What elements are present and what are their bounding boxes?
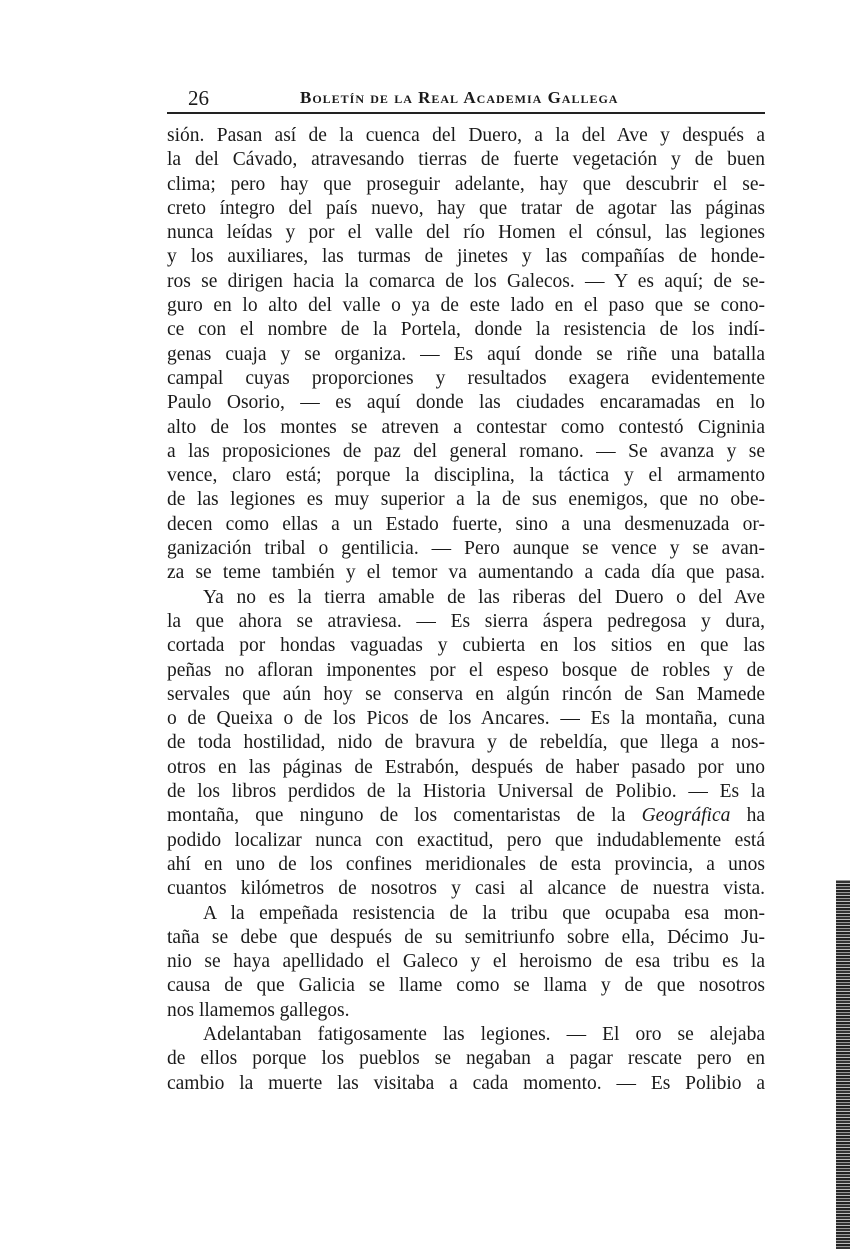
header-rule <box>167 112 765 114</box>
line-text: la que ahora se atraviesa. — Es sierra áspera pedregosa y dura, <box>167 610 765 632</box>
text-line <box>167 902 765 926</box>
text-line <box>167 707 765 731</box>
line-text: ha <box>746 805 765 827</box>
line-text: ce con el nombre de la Portela, donde la resistencia de los indí- <box>167 319 765 341</box>
text-line <box>167 950 765 974</box>
line-text: de los libros perdidos de la Historia Universal de Polibio. — Es la <box>167 781 765 803</box>
line-text: ganización tribal o gentilicia. — Pero aunque se vence y se avan- <box>167 538 765 560</box>
text-line <box>167 829 765 853</box>
line-text: podido localizar nunca con exactitud, pero que indudablemente está <box>167 829 765 851</box>
line-text: o de Queixa o de los Picos de los Ancares. — Es la montaña, cuna <box>167 708 765 730</box>
text-line <box>167 513 765 537</box>
text-line <box>167 537 765 561</box>
text-line <box>167 1023 765 1047</box>
line-text: de toda hostilidad, nido de bravura y de rebeldía, que llega a nos- <box>167 732 765 754</box>
text-line <box>167 561 765 585</box>
line-text: ros se dirigen hacia la comarca de los Galecos. — Y es aquí; de se- <box>167 270 765 292</box>
text-line <box>167 1047 765 1071</box>
line-text: nio se haya apellidado el Galeco y el heroismo de esa tribu es la <box>167 951 765 973</box>
italic-title: Geográfica <box>641 805 731 827</box>
line-text: alto de los montes se atreven a contestar como contestó Cigninia <box>167 416 765 438</box>
line-text: cortada por hondas vaguadas y cubierta en los sitios en que las <box>167 635 765 657</box>
text-line <box>167 245 765 269</box>
line-text: decen como ellas a un Estado fuerte, sino a una desmenuzada or- <box>167 513 765 535</box>
text-line <box>167 974 765 998</box>
line-text: cuantos kilómetros de nosotros y casi al alcance de nuestra vista. <box>167 878 765 900</box>
text-line <box>167 173 765 197</box>
line-text: la del Cávado, atravesando tierras de fuerte vegetación y de buen <box>167 149 765 171</box>
line-text: de las legiones es muy superior a la de sus enemigos, que no obe- <box>167 489 765 511</box>
text-line <box>167 659 765 683</box>
text-line <box>167 221 765 245</box>
text-line <box>167 877 765 901</box>
line-text: de ellos porque los pueblos se negaban a pagar rescate pero en <box>167 1048 765 1070</box>
text-line <box>167 270 765 294</box>
line-text: campal cuyas proporciones y resultados exagera evidentemente <box>167 367 765 389</box>
line-text: y los auxiliares, las turmas de jinetes y las compañías de honde- <box>167 246 765 268</box>
text-line <box>167 731 765 755</box>
text-line <box>167 124 765 148</box>
line-text: servales que aún hoy se conserva en algún rincón de San Mamede <box>167 683 765 705</box>
line-text: sión. Pasan así de la cuenca del Duero, a la del Ave y después a <box>167 125 765 146</box>
page-number: 26 <box>188 86 209 110</box>
line-text: A la empeñada resistencia de la tribu que ocupaba esa mon- <box>203 902 765 924</box>
running-title: Boletín de la Real Academia Gallega <box>300 88 619 107</box>
line-text: nunca leídas y por el valle del río Homen el cónsul, las legiones <box>167 222 765 244</box>
text-line <box>167 683 765 707</box>
line-text: cambio la muerte las visitaba a cada momento. — Es Polibio a <box>167 1072 765 1094</box>
book-binding-edge <box>836 880 850 1249</box>
line-text: peñas no afloran imponentes por el espeso bosque de robles y de <box>167 659 765 681</box>
text-line <box>167 780 765 804</box>
line-text: guro en lo alto del valle o ya de este lado en el paso que se cono- <box>167 295 765 317</box>
text-line <box>167 804 765 828</box>
line-text: Adelantaban fatigosamente las legiones. — El oro se alejaba <box>203 1023 765 1045</box>
line-text: taña se debe que después de su semitriunfo sobre ella, Décimo Ju- <box>167 926 765 948</box>
line-text: genas cuaja y se organiza. — Es aquí donde se riñe una batalla <box>167 343 765 365</box>
text-line <box>167 756 765 780</box>
text-line <box>167 294 765 318</box>
text-line <box>167 488 765 512</box>
line-text: montaña, que ninguno de los comentaristas de la <box>167 805 626 827</box>
text-line <box>167 416 765 440</box>
text-line <box>167 1072 765 1096</box>
text-line <box>167 464 765 488</box>
line-text: creto íntegro del país nuevo, hay que tratar de agotar las páginas <box>167 197 765 219</box>
line-text: vence, claro está; porque la disciplina, la táctica y el armamento <box>167 465 765 487</box>
line-text: Paulo Osorio, — es aquí donde las ciudades encaramadas en lo <box>167 392 765 414</box>
text-line <box>167 343 765 367</box>
text-line <box>167 440 765 464</box>
text-line <box>167 610 765 634</box>
text-line <box>167 318 765 342</box>
line-text: causa de que Galicia se llame como se llama y de que nosotros <box>167 975 765 997</box>
text-line <box>167 926 765 950</box>
text-line <box>167 634 765 658</box>
line-text: ahí en uno de los confines meridionales de esta provincia, a unos <box>167 853 765 875</box>
text-line <box>167 391 765 415</box>
text-line <box>167 586 765 610</box>
text-line <box>167 999 765 1023</box>
text-line <box>167 197 765 221</box>
text-line <box>167 148 765 172</box>
line-text: otros en las páginas de Estrabón, después de haber pasado por uno <box>167 756 765 778</box>
line-text: a las proposiciones de paz del general romano. — Se avanza y se <box>167 440 765 462</box>
line-text: za se teme también y el temor va aumentando a cada día que pasa. <box>167 562 765 584</box>
line-text: clima; pero hay que proseguir adelante, hay que descubrir el se- <box>167 173 765 195</box>
text-line <box>167 853 765 877</box>
line-text: nos llamemos gallegos. <box>167 999 350 1021</box>
body-text <box>167 124 765 1096</box>
text-line <box>167 367 765 391</box>
line-text: Ya no es la tierra amable de las riberas del Duero o del Ave <box>203 586 765 608</box>
